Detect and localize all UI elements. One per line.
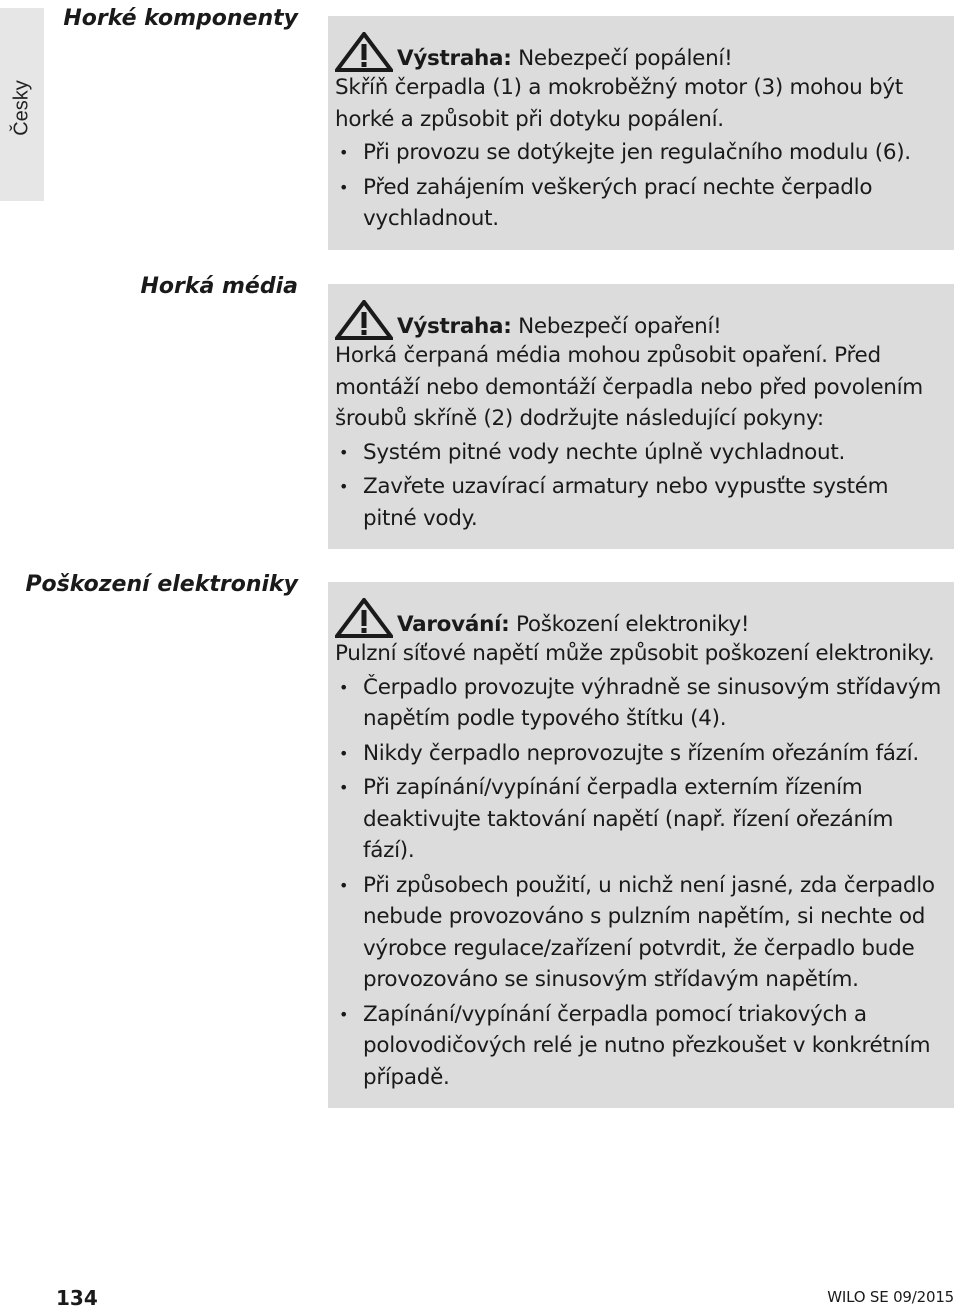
section-heading-hot-media: Horká média [140,274,298,299]
warning-bullet-list [335,137,946,235]
warning-title: Poškození elektroniky! [516,612,750,637]
warning-triangle-icon [335,598,393,638]
list-item: • Při provozu se dotýkejte jen regulačního modulu (6). [335,137,946,169]
list-item: • Zavřete uzavírací armatury nebo vypusťte systém pitné vody. [335,471,946,534]
section-heading-hot-components: Horké komponenty [63,6,298,31]
warning-header [335,32,946,72]
warning-title: Nebezpečí opaření! [518,314,722,339]
list-item: • Čerpadlo provozujte výhradně se sinusovým střídavým napětím podle typového štítku (4). [335,672,946,735]
warning-header [335,300,946,340]
warning-label: Výstraha: [397,314,512,339]
list-item: • Při způsobech použití, u nichž není jasné, zda čerpadlo nebude provozováno s pulzním napětím, si nechte od výrobce regulace/zařízení potvrdit, že čerpadlo bude provozováno se sinusovým střídavým napětím. [335,870,946,996]
language-label: Česky [10,80,33,136]
list-item: • Při zapínání/vypínání čerpadla externím řízením deaktivujte taktování napětí (např. řízení ořezáním fází). [335,772,946,867]
warning-triangle-icon [335,32,393,72]
warning-label: Výstraha: [397,46,512,71]
language-tab [0,8,44,201]
warning-paragraph: Horká čerpaná média mohou způsobit opaření. Před montáží nebo demontáží čerpadla nebo před povolením šroubů skříně (2) dodržujte následující pokyny: [335,343,923,431]
list-item: • Systém pitné vody nechte úplně vychladnout. [335,437,946,469]
warning-box-burn [328,16,954,250]
list-item: • Zapínání/vypínání čerpadla pomocí triakových a polovodičových relé je nutno přezkoušet v konkrétním případě. [335,999,946,1094]
caution-box-electronics [328,582,954,1108]
warning-title-line [397,612,749,638]
warning-paragraph: Skříň čerpadla (1) a mokroběžný motor (3) mohou být horké a způsobit při dotyku popálení. [335,75,903,132]
warning-title: Nebezpečí popálení! [518,46,733,71]
list-item: • Před zahájením veškerých prací nechte čerpadlo vychladnout. [335,172,946,235]
warning-bullet-list [335,672,946,1094]
list-item: • Nikdy čerpadlo neprovozujte s řízením ořezáním fází. [335,738,946,770]
warning-title-line [397,46,732,72]
warning-header [335,598,946,638]
warning-bullet-list [335,437,946,535]
warning-box-scald [328,284,954,549]
page-number: 134 [56,1286,98,1310]
section-heading-electronics-damage: Poškození elektroniky [25,572,298,597]
warning-triangle-icon [335,300,393,340]
warning-paragraph: Pulzní síťové napětí může způsobit poškození elektroniky. [335,641,935,666]
footer-brand: WILO SE 09/2015 [827,1288,954,1306]
warning-label: Varování: [397,612,510,637]
warning-title-line [397,314,721,340]
